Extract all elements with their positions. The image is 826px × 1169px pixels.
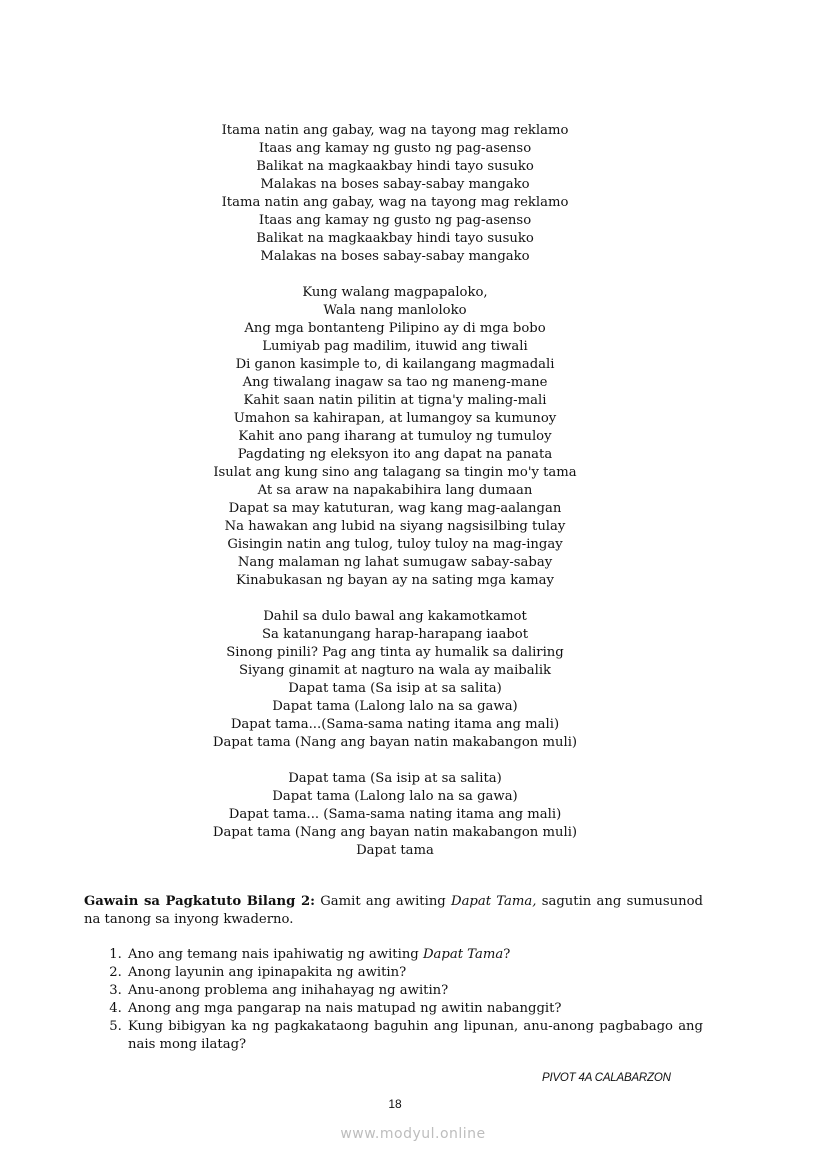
activity-instructions [84, 893, 703, 929]
question-item [126, 964, 703, 982]
lyric-line: Siyang ginamit at nagturo na wala ay maibalik [238, 663, 552, 678]
watermark: www.modyul.online [340, 1126, 486, 1142]
lyric-line: Itaas ang kamay ng gusto ng pag-asenso [258, 213, 532, 228]
question-list [84, 946, 703, 1054]
question-item [126, 1000, 703, 1018]
question-item [126, 946, 703, 964]
lyric-line: Di ganon kasimple to, di kailangang magmadali [235, 357, 555, 372]
lyric-line: Dapat tama... (Sama-sama nating itama ang mali) [228, 807, 562, 822]
song-title: Dapat Tama [422, 947, 504, 962]
lyric-line: Dahil sa dulo bawal ang kakamotkamot [263, 609, 527, 624]
lyric-line: Dapat tama [356, 843, 434, 858]
stanza [0, 608, 790, 752]
lyric-line: Ang tiwalang inagaw sa tao ng maneng-mane [242, 375, 548, 390]
activity-label: Gawain sa Pagkatuto Bilang 2: [84, 894, 315, 909]
lyric-line: Sa katanungang harap-harapang iaabot [261, 627, 528, 642]
lyric-line: Isulat ang kung sino ang talagang sa tingin mo'y tama [213, 465, 577, 480]
question-text: Anong ang mga pangarap na nais matupad ng awitin nabanggit? [128, 1001, 562, 1016]
stanza [0, 122, 790, 266]
question-text: Kung bibigyan ka ng pagkakataong baguhin ang lipunan, anu-anong pagbabago ang nais mong ilatag? [128, 1019, 703, 1052]
lyric-line: At sa araw na napakabihira lang dumaan [257, 483, 533, 498]
page-number: 18 [388, 1097, 402, 1111]
lyric-line: Dapat tama (Lalong lalo na sa gawa) [272, 789, 518, 804]
song-title: Dapat Tama, [451, 894, 537, 909]
lyric-line: Umahon sa kahirapan, at lumangoy sa kumunoy [233, 411, 557, 426]
lyric-line: Malakas na boses sabay-sabay mangako [260, 249, 530, 264]
song-lyrics [0, 122, 790, 878]
instruction-text: sagutin ang sumusunod na tanong sa inyong kwaderno. [84, 894, 703, 927]
lyric-line: Lumiyab pag madilim, ituwid ang tiwali [262, 339, 528, 354]
lyric-line: Kinabukasan ng bayan ay na sating mga kamay [236, 573, 554, 588]
lyric-line: Dapat tama (Sa isip at sa salita) [288, 771, 502, 786]
lyric-line: Itaas ang kamay ng gusto ng pag-asenso [258, 141, 532, 156]
question-text: Anu-anong problema ang inihahayag ng awitin? [128, 983, 449, 998]
lyric-line: Dapat tama (Lalong lalo na sa gawa) [272, 699, 518, 714]
lyric-line: Dapat tama (Nang ang bayan natin makabangon muli) [212, 735, 578, 750]
lyric-line: Nang malaman ng lahat sumugaw sabay-sabay [237, 555, 553, 570]
question-item [126, 1018, 703, 1054]
question-text: Ano ang temang nais ipahiwatig ng awiting [128, 947, 423, 962]
instruction-text: Gamit ang awiting [314, 894, 451, 909]
lyric-line: Kung walang magpapaloko, [302, 285, 488, 300]
stanza [0, 284, 790, 590]
question-item [126, 982, 703, 1000]
lyric-line: Kahit ano pang iharang at tumuloy ng tumuloy [238, 429, 552, 444]
lyric-line: Itama natin ang gabay, wag na tayong mag reklamo [221, 195, 569, 210]
lyric-line: Sinong pinili? Pag ang tinta ay humalik sa daliring [226, 645, 564, 660]
stanza [0, 770, 790, 860]
lyric-line: Itama natin ang gabay, wag na tayong mag reklamo [221, 123, 569, 138]
lyric-line: Na hawakan ang lubid na siyang nagsisilbing tulay [224, 519, 566, 534]
lyric-line: Balikat na magkaakbay hindi tayo susuko [256, 159, 534, 174]
lyric-line: Dapat tama...(Sama-sama nating itama ang mali) [230, 717, 560, 732]
lyric-line: Malakas na boses sabay-sabay mangako [260, 177, 530, 192]
footer-text: PIVOT 4A CALABARZON [542, 1072, 671, 1084]
lyric-line: Kahit saan natin pilitin at tigna'y maling-mali [243, 393, 547, 408]
lyric-line: Dapat tama (Nang ang bayan natin makabangon muli) [212, 825, 578, 840]
lyric-line: Dapat tama (Sa isip at sa salita) [288, 681, 502, 696]
lyric-line: Ang mga bontanteng Pilipino ay di mga bobo [244, 321, 546, 336]
lyric-line: Pagdating ng eleksyon ito ang dapat na panata [237, 447, 553, 462]
question-text: ? [503, 947, 511, 962]
lyric-line: Dapat sa may katuturan, wag kang mag-aalangan [228, 501, 562, 516]
lyric-line: Wala nang manloloko [323, 303, 467, 318]
lyric-line: Gisingin natin ang tulog, tuloy tuloy na mag-ingay [227, 537, 563, 552]
question-text: Anong layunin ang ipinapakita ng awitin? [128, 965, 407, 980]
lyric-line: Balikat na magkaakbay hindi tayo susuko [256, 231, 534, 246]
